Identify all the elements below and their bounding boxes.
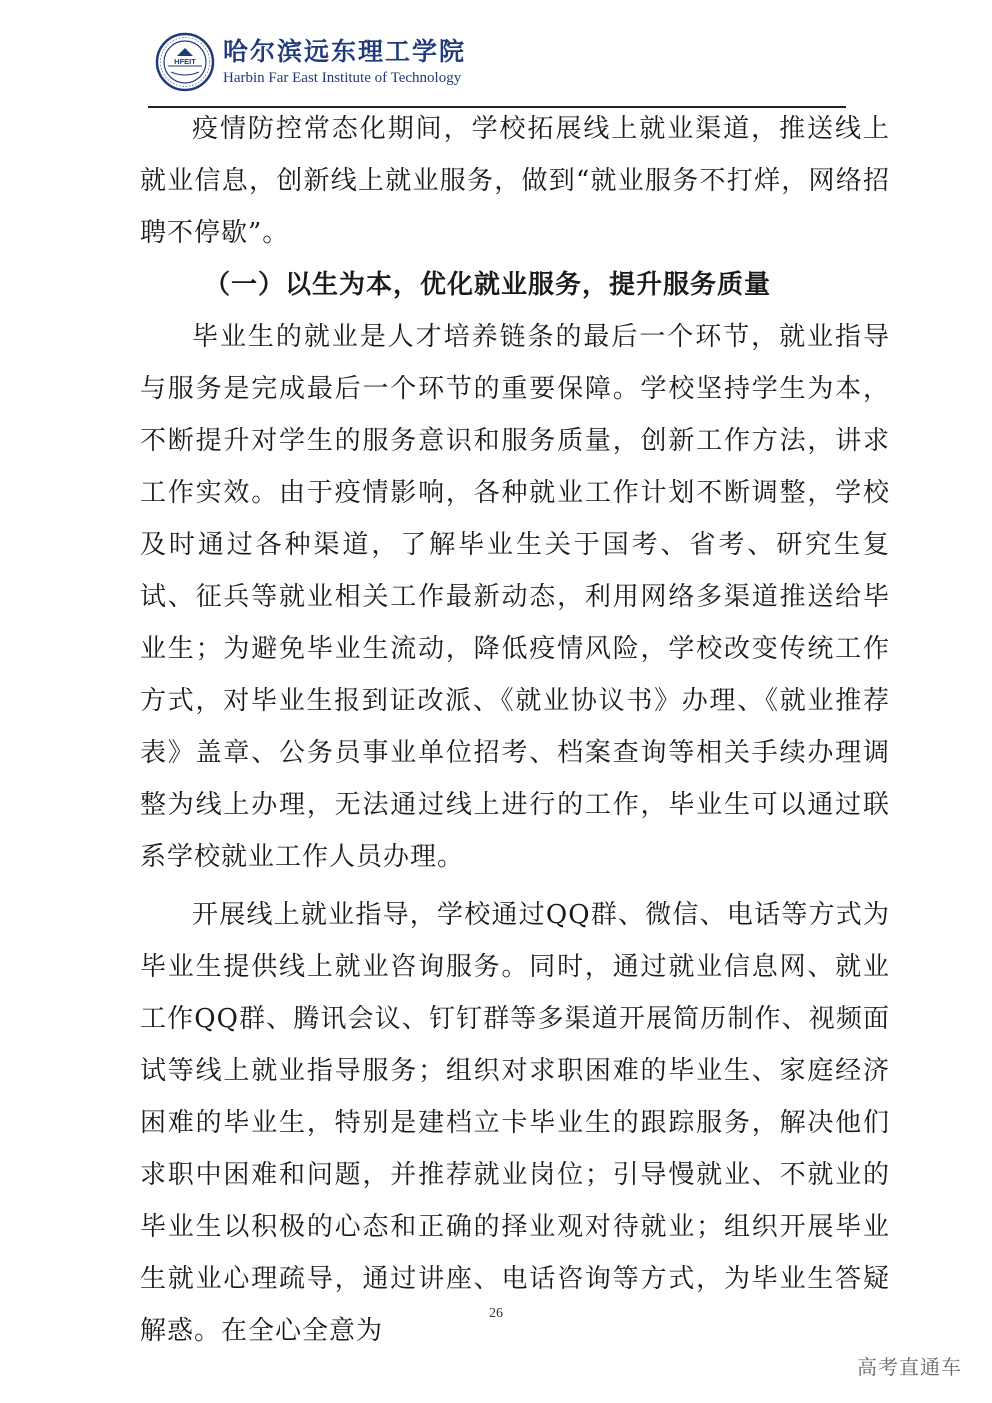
school-name-cn: 哈尔滨远东理工学院 xyxy=(223,37,467,66)
document-header xyxy=(155,30,466,94)
school-seal-icon xyxy=(155,32,215,92)
page-number: 26 xyxy=(489,1306,503,1321)
paragraph-employment-service: 毕业生的就业是人才培养链条的最后一个环节，就业指导与服务是完成最后一个环节的重要保障。学校坚持学生为本，不断提升对学生的服务意识和服务质量，创新工作方法，讲求工作实效。由于疫情影响，各种就业工作计划不断调整，学校及时通过各种渠道，了解毕业生关于国考、省考、研究生复试、征兵等就业相关工作最新动态，利用网络多渠道推送给毕业生；为避免毕业生流动，降低疫情风险，学校改变传统工作方式，对毕业生报到证改派、《就业协议书》办理、《就业推荐表》盖章、公务员事业单位招考、档案查询等相关手续办理调整为线上办理，无法通过线上进行的工作，毕业生可以通过联系学校就业工作人员办理。 xyxy=(140,322,890,872)
school-name-block xyxy=(223,37,466,87)
document-body xyxy=(140,103,890,1357)
watermark-text: 高考直通车 xyxy=(857,1355,962,1379)
paragraph-online-employment: 疫情防控常态化期间，学校拓展线上就业渠道，推送线上就业信息，创新线上就业服务，做到“就业服务不打烊，网络招聘不停歇”。 xyxy=(140,114,890,248)
paragraph-online-guidance: 开展线上就业指导，学校通过QQ群、微信、电话等方式为毕业生提供线上就业咨询服务。同时，通过就业信息网、就业工作QQ群、腾讯会议、钉钉群等多渠道开展简历制作、视频面试等线上就业指导服务；组织对求职困难的毕业生、家庭经济困难的毕业生，特别是建档立卡毕业生的跟踪服务，解决他们求职中困难和问题，并推荐就业岗位；引导慢就业、不就业的毕业生以积极的心态和正确的择业观对待就业；组织开展毕业生就业心理疏导，通过讲座、电话咨询等方式，为毕业生答疑解惑。在全心全意为 xyxy=(140,900,890,1346)
school-name-en: Harbin Far East Institute of Technology xyxy=(223,70,462,86)
logo-text: HFEIT xyxy=(174,57,196,66)
section-heading: （一）以生为本，优化就业服务，提升服务质量 xyxy=(204,270,772,300)
